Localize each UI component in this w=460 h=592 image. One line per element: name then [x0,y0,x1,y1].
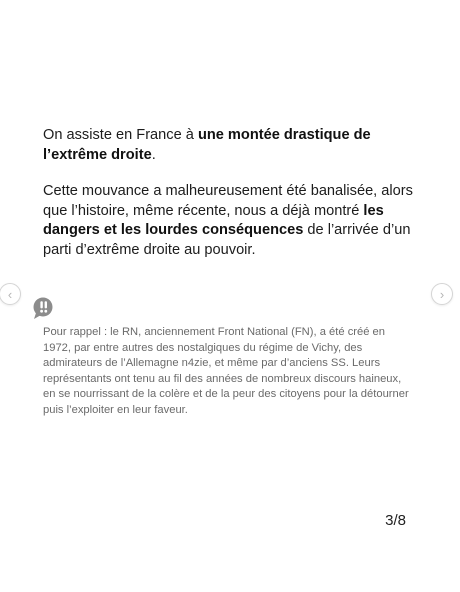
previous-slide-button[interactable] [0,283,21,305]
chevron-right-icon: › [439,286,445,302]
context-text-start: Cette mouvance a malheureusement été banalisée, alors que l’histoire, même récente, nous a déjà montré [43,183,413,219]
context-highlight: les dangers et les lourdes conséquences [43,202,384,238]
intro-highlight: une montée drastique de l’extrême droite [43,127,371,163]
context-text-end: de l’arrivée d’un parti d’extrême droite au pouvoir. [43,222,411,258]
chevron-left-icon: ‹ [7,286,13,302]
intro-paragraph [43,126,423,165]
reminder-note: Pour rappel : le RN, anciennement Front National (FN), a été créé en 1972, par entre autres des nostalgiques du régime de Vichy, des admirateurs de l’Allemagne n4zie, et même par d’anciens SS. Leurs représentants ont tenu au fil des années de nombreux discours haineux, en se nourrissant de la colère et de la peur des citoyens pour la détourner puis l’exploiter en leur faveur. [43,326,409,416]
context-paragraph [43,182,428,260]
next-slide-button[interactable] [431,283,453,305]
page-indicator: 3/8 [385,512,406,529]
intro-text-start: On assiste en France à [43,127,198,143]
intro-text-end: . [151,146,156,163]
alert-bubble-icon [31,296,57,322]
